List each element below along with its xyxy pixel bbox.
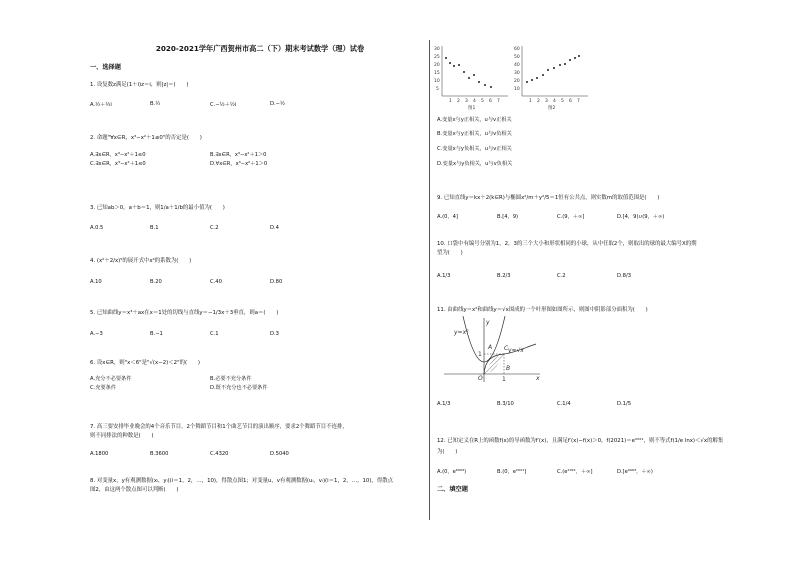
question-12-cont: 为( ) — [437, 449, 458, 455]
q4-option-a: A.10 — [90, 279, 102, 285]
q7-option-a: A.1800 — [90, 451, 109, 457]
x-tick: 4 — [553, 99, 556, 104]
figure-caption: 图2 — [548, 106, 556, 110]
question-8-cont: 图2，由这两个散点图可以判断( ) — [90, 487, 179, 493]
q12-option-c: C.(e²⁰²¹，＋∞] — [557, 469, 593, 475]
q6-option-c: C.充要条件 — [90, 385, 117, 391]
x-tick: 5 — [481, 99, 484, 104]
q5-option-c: C.1 — [210, 331, 219, 337]
x-tick: 6 — [489, 99, 492, 104]
figure-caption: 图1 — [468, 106, 476, 110]
y-tick: 30 — [514, 71, 520, 76]
y-tick: 20 — [514, 79, 520, 84]
label-axis-y: y — [486, 319, 490, 326]
page-title: 2020-2021学年广西贺州市高二（下）期末考试数学（理）试卷 — [155, 44, 365, 53]
q6-option-d: D.既不充分也不必要条件 — [210, 385, 268, 391]
label-axis-x: x — [536, 375, 540, 382]
q6-option-b: B.必要不充分条件 — [210, 376, 252, 382]
label-one-y: 1 — [478, 351, 482, 358]
question-11: 11. 由曲线y＝x²和曲线y＝√x围成的一个叶形图如图所示，则图中阴影部分面积为( ) — [437, 307, 648, 313]
q5-option-b: B.−1 — [150, 331, 163, 337]
x-tick: 3 — [465, 99, 468, 104]
q4-option-d: D.80 — [270, 279, 283, 285]
scatter-plot-1 — [432, 42, 512, 110]
label-point-b: B — [506, 365, 511, 372]
y-tick: 50 — [514, 55, 520, 60]
question-7: 7. 高三要安排毕业晚会的4个音乐节目，2个舞蹈节目和1个曲艺节目的演出顺序，要求2个舞蹈节目不连排， — [90, 424, 348, 430]
x-tick: 2 — [537, 99, 540, 104]
y-tick: 40 — [514, 63, 520, 68]
question-9: 9. 已知直线y＝kx＋2(k∈R)与椭圆x²/m＋y²/5＝1恒有公共点，则实数m的取值范围是( ) — [437, 195, 660, 201]
q11-option-a: A.1/3 — [437, 401, 451, 407]
q1-option-c: C.−½＋½i — [210, 102, 237, 108]
x-tick: 3 — [545, 99, 548, 104]
q7-option-c: C.4320 — [210, 451, 229, 457]
q8-option-d: D.变量x与y负相关，u与v负相关 — [437, 161, 513, 167]
q11-option-b: B.3/10 — [497, 401, 514, 407]
q6-option-a: A.充分不必要条件 — [90, 376, 132, 382]
q9-option-d: D.[4，9)∪(9，＋∞) — [617, 214, 665, 220]
question-4: 4. (x²＋2/x)⁵的展开式中x⁴的系数为( ) — [90, 258, 192, 264]
q1-option-a: A.½＋½i — [90, 102, 112, 108]
q8-option-c: C.变量x与y负相关，u与v正相关 — [437, 146, 512, 152]
question-12: 12. 已知定义在R上的函数f(x)的导函数为f′(x)，且满足f′(x)−f(x)＞0，f(2021)＝e²⁰²¹，则不等式f(1/e lnx)＜√x的解集 — [437, 438, 724, 444]
question-7-cont: 则不同排法的种数是( ) — [90, 433, 154, 439]
x-tick: 1 — [529, 99, 532, 104]
q3-option-a: A.0.5 — [90, 225, 104, 231]
x-tick: 6 — [569, 99, 572, 104]
label-one-x: 1 — [502, 376, 506, 383]
q7-option-b: B.3600 — [150, 451, 169, 457]
section-choice: 一、选择题 — [90, 64, 121, 71]
y-tick: 25 — [434, 55, 440, 60]
label-point-c: C — [504, 345, 509, 352]
q2-option-b: B.∃x∈R，x³−x²＋1＞0 — [210, 152, 267, 158]
q9-option-b: B.[4，9) — [497, 214, 519, 220]
y-tick: 20 — [434, 63, 440, 68]
question-5: 5. 已知曲线y＝x³＋ax在x＝1处的切线与直线y＝−1/3x＋3垂直，则a＝( ) — [90, 310, 279, 316]
q10-option-c: C.2 — [557, 273, 566, 279]
y-tick: 15 — [434, 71, 440, 76]
question-3: 3. 已知ab＞0，a＋b＝1，则1/a＋1/b的最小值为( ) — [90, 205, 225, 211]
q4-option-b: B.20 — [150, 279, 162, 285]
q4-option-c: C.40 — [210, 279, 222, 285]
question-2: 2. 命题"∀x∈R，x³−x²＋1≤0"的否定是( ) — [90, 135, 202, 141]
q12-option-a: A.(0，e⁶⁰⁶³) — [437, 469, 467, 475]
scatter-points-2 — [526, 55, 580, 83]
q11-option-c: C.1/4 — [557, 401, 571, 407]
y-tick: 5 — [436, 87, 439, 92]
label-eq2: y=√x — [508, 347, 524, 354]
question-1: 1. 设复数z满足(1＋i)z＝i，则|z|＝( ) — [90, 82, 189, 88]
y-tick: 60 — [514, 47, 520, 52]
q8-option-b: B.变量x与y正相关，u与v负相关 — [437, 131, 512, 137]
q8-option-a: A.变量x与y正相关，u与v正相关 — [437, 117, 512, 123]
q1-option-b: B.½ — [150, 101, 161, 107]
q9-option-a: A.(0，4] — [437, 214, 458, 220]
label-eq1: y=x² — [454, 329, 469, 336]
label-point-a: A — [488, 344, 493, 351]
q2-option-c: C.∃x∈R，x³−x²＋1≤0 — [90, 161, 146, 167]
q5-option-a: A.−3 — [90, 331, 103, 337]
q2-option-d: D.∀x∈R，x³−x²＋1＞0 — [210, 161, 268, 167]
leaf-figure — [440, 316, 544, 384]
scatter-plot-2 — [512, 42, 592, 110]
q10-option-d: D.8/3 — [617, 273, 631, 279]
section-fill: 二、填空题 — [437, 486, 468, 493]
question-10-cont: 望为( ) — [437, 250, 463, 256]
column-divider — [429, 40, 430, 520]
q3-option-d: D.4 — [270, 225, 279, 231]
q3-option-b: B.1 — [150, 225, 159, 231]
q7-option-d: D.5040 — [270, 451, 289, 457]
x-tick: 4 — [473, 99, 476, 104]
x-tick: 7 — [577, 99, 580, 104]
question-8: 8. 对变量x，y有观测数据(xᵢ，yᵢ)(i＝1，2，…，10)，得散点图1；对变量u，v有观测数据(uᵢ，vᵢ)(i＝1，2，…，10)，得散点 — [90, 478, 393, 484]
q1-option-d: D.−½ — [270, 101, 286, 107]
y-tick: 10 — [514, 87, 520, 92]
y-tick: 10 — [434, 79, 440, 84]
q10-option-a: A.1/3 — [437, 273, 451, 279]
q10-option-b: B.2/3 — [497, 273, 511, 279]
y-tick: 30 — [434, 47, 440, 52]
x-tick: 7 — [497, 99, 500, 104]
q5-option-d: D.3 — [270, 331, 279, 337]
label-origin: O — [478, 375, 483, 382]
shaded-region — [484, 354, 504, 374]
q3-option-c: C.2 — [210, 225, 219, 231]
question-10: 10. 口袋中有编号分别为1，2，3的三个大小和形状相同的小球，从中任取2个，则取出的球的最大编号X的期 — [437, 241, 697, 247]
q2-option-a: A.∃x∈R，x³−x²＋1≤0 — [90, 152, 146, 158]
question-6: 6. 设x∈R，则"x＜6"是"√(x−2)＜2"的( ) — [90, 360, 200, 366]
q12-option-d: D.[e⁶⁰⁶³，＋∞) — [617, 469, 653, 475]
x-tick: 1 — [449, 99, 452, 104]
scatter-points-1 — [445, 57, 492, 88]
x-tick: 5 — [561, 99, 564, 104]
q12-option-b: B.(0，e²⁰²¹] — [497, 469, 527, 475]
x-tick: 2 — [457, 99, 460, 104]
q11-option-d: D.1/5 — [617, 401, 631, 407]
q9-option-c: C.(9，＋∞] — [557, 214, 585, 220]
